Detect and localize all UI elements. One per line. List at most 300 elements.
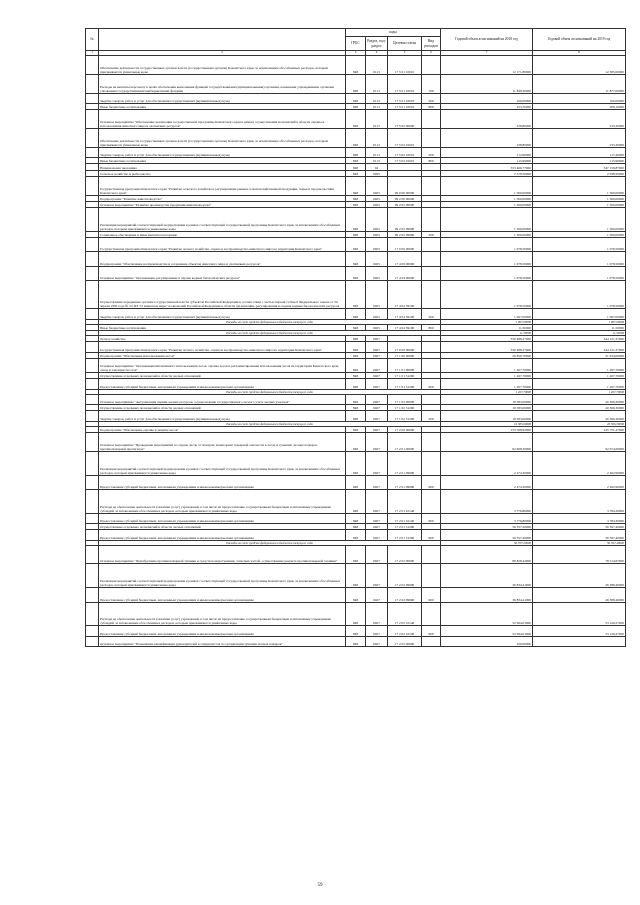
amount-2018: 19 583,00000 bbox=[441, 411, 533, 421]
table-row bbox=[86, 564, 626, 588]
item-name: Реализация мероприятий соответствующей подпрограммы в рамках соответствующей государственной программы Камчатского края, за исключением обособленных расходов, которым присваиваются уникальные коды bbox=[99, 564, 346, 588]
expense-type-header: Вид расходов bbox=[422, 37, 441, 51]
grbs-code: 848 bbox=[346, 201, 366, 207]
amount-2019: 233,30000 bbox=[533, 110, 626, 129]
amount-2018: 1 267,70000 bbox=[441, 379, 533, 389]
table-row bbox=[86, 411, 626, 421]
row-no-cell bbox=[86, 588, 99, 602]
grbs-code: 848 bbox=[346, 324, 366, 330]
table-row bbox=[86, 93, 626, 103]
section-code: 0407 bbox=[366, 545, 388, 564]
grbs-header: ГРБС bbox=[346, 37, 366, 51]
expense-type-code bbox=[422, 358, 441, 372]
section-code: 0113 bbox=[366, 110, 388, 129]
expense-type-code: 200 bbox=[422, 411, 441, 421]
federal-note-text: Расходы за счет средств федерального бюджета текущего года bbox=[99, 319, 441, 324]
amount-2018: 36 834,41000 bbox=[441, 588, 533, 602]
grbs-code: 848 bbox=[346, 358, 366, 372]
section-code: 0405 bbox=[366, 252, 388, 266]
target-article-code: 17 2 02 09990 bbox=[388, 564, 422, 588]
section-code: 0405 bbox=[366, 207, 388, 231]
amount-2018: 3 776,80000 bbox=[441, 513, 533, 523]
federal-amount-2019: 20 366,30000 bbox=[533, 421, 626, 426]
section-code: 0407 bbox=[366, 394, 388, 404]
expense-type-code: 200 bbox=[422, 309, 441, 319]
target-article-code: 17 5 02 10010 bbox=[388, 128, 422, 147]
grbs-code: 848 bbox=[346, 164, 366, 170]
grbs-code: 848 bbox=[346, 411, 366, 421]
amount-2019: 56 397,40000 bbox=[533, 530, 626, 540]
amount-2018: 228,80000 bbox=[441, 110, 533, 129]
expense-type-code bbox=[422, 545, 441, 564]
section-code: 0407 bbox=[366, 564, 388, 588]
amount-2019: 344 121,37000 bbox=[533, 336, 626, 342]
amount-2018: 350 488,27000 bbox=[441, 342, 533, 352]
amount-2018: 228,80000 bbox=[441, 128, 533, 147]
section-code: 0405 bbox=[366, 176, 388, 195]
section-code: 0407 bbox=[366, 336, 388, 342]
section-code: 0407 bbox=[366, 489, 388, 513]
year-2019-header: Годовой объем ассигнований на 2019 год bbox=[533, 29, 626, 51]
grbs-code: 848 bbox=[346, 426, 366, 432]
item-name: Расходы на обеспечение деятельности (оказание услуг) учреждений, в том числе на предоставление государственным бюджетным и автономным учреждениям субсидий, за исключением обособленных расходов, которым присваиваются уникальные коды bbox=[99, 602, 346, 626]
expense-type-code bbox=[422, 489, 441, 513]
section-code: 0407 bbox=[366, 451, 388, 475]
item-name: Осуществление отдельных полномочий в области лесных отношений bbox=[99, 405, 346, 411]
section-code: 0405 bbox=[366, 309, 388, 319]
amount-2019: 233,30000 bbox=[533, 128, 626, 147]
section-code: 0113 bbox=[366, 147, 388, 157]
expense-type-code: 600 bbox=[422, 588, 441, 602]
item-name: Основное мероприятие "Развитие производства продукции животноводства" bbox=[99, 201, 346, 207]
table-row bbox=[86, 451, 626, 475]
section-code: 04 bbox=[366, 164, 388, 170]
amount-2019: 3 784,30000 bbox=[533, 489, 626, 513]
expense-type-code bbox=[422, 56, 441, 75]
item-name: Закупка товаров, работ и услуг для обеспечения государственных (муниципальных) нужд bbox=[99, 147, 346, 157]
amount-2019: 62 674,60000 bbox=[533, 432, 626, 451]
item-name: Государственная программа Камчатского края "Развитие лесного хозяйства, охрана и воспроизводство животного мира на территории Камчатского края" bbox=[99, 342, 346, 352]
target-article-code: 17 0 00 00000 bbox=[388, 237, 422, 251]
expense-type-code bbox=[422, 266, 441, 280]
amount-2018: 100,00000 bbox=[441, 636, 533, 646]
section-code: 0405 bbox=[366, 266, 388, 280]
expense-type-code bbox=[422, 564, 441, 588]
amount-2019: 2 492,90000 bbox=[533, 451, 626, 475]
budget-document bbox=[85, 28, 625, 647]
expense-type-code bbox=[422, 602, 441, 626]
amount-2018: 1 078,50000 bbox=[441, 266, 533, 280]
amount-2018: 20 850,70000 bbox=[441, 352, 533, 358]
section-code: 0407 bbox=[366, 588, 388, 602]
amount-2019: 26 388,40000 bbox=[533, 588, 626, 602]
amount-2018: 1 067,00000 bbox=[441, 309, 533, 319]
section-code: 0407 bbox=[366, 602, 388, 626]
row-no-cell bbox=[86, 626, 99, 636]
target-article-code: 17 0 00 00000 bbox=[388, 342, 422, 352]
column-number: 2 bbox=[99, 51, 346, 56]
grbs-code: 848 bbox=[346, 530, 366, 540]
target-article-code: 17 2 01 10140 bbox=[388, 513, 422, 523]
grbs-code: 848 bbox=[346, 451, 366, 475]
expense-type-code bbox=[422, 110, 441, 129]
item-name: Расходы на обеспечение деятельности (оказание услуг) учреждений, в том числе на предоставление государственным бюджетным и автономным учреждениям субсидий, за исключением обособленных расходов, которым присваиваются уникальные коды bbox=[99, 489, 346, 513]
grbs-code: 848 bbox=[346, 336, 366, 342]
table-row bbox=[86, 530, 626, 540]
table-row bbox=[86, 358, 626, 372]
amount-2019: 1 560,00000 bbox=[533, 195, 626, 201]
section-code: 0407 bbox=[366, 426, 388, 432]
expense-type-code bbox=[422, 636, 441, 646]
amount-2018: 11,50000 bbox=[441, 324, 533, 330]
grbs-code: 848 bbox=[346, 237, 366, 251]
table-row bbox=[86, 252, 626, 266]
amount-2018: 89 828,42000 bbox=[441, 545, 533, 564]
grbs-code: 848 bbox=[346, 564, 366, 588]
section-code: 0407 bbox=[366, 513, 388, 523]
grbs-code: 848 bbox=[346, 405, 366, 411]
section-code: 0407 bbox=[366, 475, 388, 489]
item-name: Государственная программа Камчатского края "Развитие сельского хозяйства и регулирование рынков сельскохозяйственной продукции, сырья и продовольствия Камчатского края" bbox=[99, 176, 346, 195]
grbs-code: 848 bbox=[346, 170, 366, 176]
row-no-cell bbox=[86, 237, 99, 251]
amount-2018: 153 598,92000 bbox=[441, 426, 533, 432]
amount-2019: 2 638,50000 bbox=[533, 170, 626, 176]
section-code: 0405 bbox=[366, 195, 388, 201]
grbs-code: 848 bbox=[346, 176, 366, 195]
grbs-code: 848 bbox=[346, 281, 366, 309]
target-article-code: 09 2 00 00000 bbox=[388, 195, 422, 201]
amount-2018: 19 583,00000 bbox=[441, 405, 533, 411]
target-article-code: 17 5 01 10010 bbox=[388, 74, 422, 93]
target-article-code: 17 1 01 51290 bbox=[388, 379, 422, 389]
amount-2018: 2 474,30000 bbox=[441, 451, 533, 475]
section-code: 0407 bbox=[366, 626, 388, 636]
amount-2019: 1 078,50000 bbox=[533, 237, 626, 251]
expense-type-code bbox=[422, 451, 441, 475]
expense-type-code bbox=[422, 432, 441, 451]
grbs-code: 848 bbox=[346, 636, 366, 646]
target-article-code: 09 2 02 00000 bbox=[388, 201, 422, 207]
expense-type-code bbox=[422, 281, 441, 309]
table-row bbox=[86, 237, 626, 251]
expense-type-code: 300 bbox=[422, 231, 441, 237]
row-no-cell bbox=[86, 93, 99, 103]
section-code: 0113 bbox=[366, 93, 388, 103]
target-article-code: 17 2 01 51290 bbox=[388, 524, 422, 530]
row-no-cell bbox=[86, 545, 99, 564]
budget-table bbox=[85, 28, 626, 647]
row-no-cell bbox=[86, 489, 99, 513]
item-name: Предоставление субсидий бюджетным, автономным учреждениям и иным некоммерческим организациям bbox=[99, 530, 346, 540]
item-name: Национальная экономика bbox=[99, 164, 346, 170]
grbs-code: 848 bbox=[346, 432, 366, 451]
amount-2018: 1 267,70000 bbox=[441, 373, 533, 379]
amount-2018: 56 357,20000 bbox=[441, 530, 533, 540]
section-code: 0113 bbox=[366, 74, 388, 93]
item-name: Основное мероприятие "Обеспечение реализации государственной программы Камчатского края в рамках осуществления полномочий в области охраны и использования животного мира и охотничьих ресурсов" bbox=[99, 110, 346, 129]
grbs-code: 848 bbox=[346, 74, 366, 93]
amount-2019 bbox=[533, 636, 626, 646]
amount-2018: 115,90000 bbox=[441, 158, 533, 164]
expense-type-code: 200 bbox=[422, 93, 441, 103]
row-no-cell bbox=[86, 564, 99, 588]
grbs-code: 848 bbox=[346, 373, 366, 379]
amount-2019: 145 751,47000 bbox=[533, 426, 626, 432]
section-code: 0405 bbox=[366, 231, 388, 237]
amount-2019: 1 267,70000 bbox=[533, 373, 626, 379]
column-number: 5 bbox=[388, 51, 422, 56]
row-no-cell bbox=[86, 266, 99, 280]
section-code: 0407 bbox=[366, 352, 388, 358]
expense-type-code: 600 bbox=[422, 513, 441, 523]
item-name: Расходы на выплаты персоналу в целях обеспечения выполнения функций государственными (муниципальными) органами, казенными учреждениями, органами управления государственными внебюджетными фондами bbox=[99, 74, 346, 93]
expense-type-code bbox=[422, 207, 441, 231]
razdel-header: Раздел, под-раздел bbox=[366, 37, 388, 51]
row-no-cell bbox=[86, 475, 99, 489]
target-article-code: 17 2 02 00000 bbox=[388, 545, 422, 564]
item-name: Реализация мероприятий соответствующей подпрограммы в рамках соответствующей государственной программы Камчатского края, за исключением обособленных расходов, которым присваиваются уникальные коды bbox=[99, 207, 346, 231]
target-article-header: Целевая статья bbox=[388, 37, 422, 51]
grbs-code: 848 bbox=[346, 252, 366, 266]
target-article-code: 17 2 00 00000 bbox=[388, 426, 422, 432]
section-code: 0407 bbox=[366, 411, 388, 421]
row-no-cell bbox=[86, 602, 99, 626]
column-number: 1 bbox=[86, 51, 99, 56]
target-article-code: 17 2 01 51290 bbox=[388, 530, 422, 540]
row-no-cell bbox=[86, 342, 99, 352]
amount-2019: 79 514,67000 bbox=[533, 545, 626, 564]
target-article-code: 17 5 02 10010 bbox=[388, 147, 422, 157]
amount-2018: 1 500,00000 bbox=[441, 201, 533, 207]
amount-2018: 1 078,50000 bbox=[441, 281, 533, 309]
column-number: 3 bbox=[346, 51, 366, 56]
table-row bbox=[86, 110, 626, 129]
grbs-code: 848 bbox=[346, 394, 366, 404]
grbs-code: 848 bbox=[346, 626, 366, 636]
grbs-code: 848 bbox=[346, 147, 366, 157]
expense-type-code: 100 bbox=[422, 74, 441, 93]
row-no-cell bbox=[86, 281, 99, 309]
row-no-cell bbox=[86, 74, 99, 93]
federal-note-text: Расходы за счет средств федерального бюджета текущего года bbox=[99, 421, 441, 426]
table-row bbox=[86, 147, 626, 157]
target-article-code: 17 5 01 10010 bbox=[388, 56, 422, 75]
target-article-code: 17 4 04 59100 bbox=[388, 281, 422, 309]
col-name-header bbox=[99, 29, 346, 51]
expense-type-code: 600 bbox=[422, 379, 441, 389]
row-no-cell bbox=[86, 56, 99, 75]
item-name: Основное мероприятие "Приобретение противопожарной техники и средств пожаротушения, запасных частей, осуществление ремонта противопожарной техники" bbox=[99, 545, 346, 564]
grbs-code: 848 bbox=[346, 207, 366, 231]
item-name: Государственная программа Камчатского края "Развитие лесного хозяйства, охрана и воспроизводство животного мира на территории Камчатского края" bbox=[99, 237, 346, 251]
target-article-code: 09 2 02 09990 bbox=[388, 207, 422, 231]
amount-2019: 1 560,00000 bbox=[533, 176, 626, 195]
federal-amount-2018: 11,50000 bbox=[441, 331, 533, 336]
year-2018-header: Годовой объем ассигнований на 2018 год bbox=[441, 29, 533, 51]
federal-note-text: Расходы за счет средств федерального бюджета текущего года bbox=[99, 331, 441, 336]
grbs-code: 848 bbox=[346, 475, 366, 489]
amount-2019: 115,90000 bbox=[533, 158, 626, 164]
amount-2019: 2 492,90000 bbox=[533, 475, 626, 489]
item-name: Предоставление субсидий бюджетным, автономным учреждениям и иным некоммерческим организациям bbox=[99, 379, 346, 389]
table-row bbox=[86, 489, 626, 513]
row-no-cell bbox=[86, 309, 99, 319]
table-row bbox=[86, 56, 626, 75]
amount-2018: 12 171,80000 bbox=[441, 56, 533, 75]
expense-type-code: 600 bbox=[422, 530, 441, 540]
amount-2018: 52 994,01000 bbox=[441, 602, 533, 626]
item-name: Подпрограмма "Обеспечение воспроизводства и сохранение объектов животного мира и охотничьих ресурсов" bbox=[99, 252, 346, 266]
amount-2018: 1 500,00000 bbox=[441, 231, 533, 237]
section-code: 0407 bbox=[366, 524, 388, 530]
grbs-code: 848 bbox=[346, 195, 366, 201]
row-no-cell bbox=[86, 394, 99, 404]
item-name: Предоставление субсидий бюджетным, автономным учреждениям и иным некоммерческим организациям bbox=[99, 513, 346, 523]
row-no-cell bbox=[86, 451, 99, 475]
table-row bbox=[86, 379, 626, 389]
target-article-code: 17 2 01 10140 bbox=[388, 489, 422, 513]
section-code: 0407 bbox=[366, 636, 388, 646]
amount-2018: 1 500,00000 bbox=[441, 207, 533, 231]
amount-2019: 208,10000 bbox=[533, 103, 626, 109]
amount-2019: 3 784,30000 bbox=[533, 513, 626, 523]
section-code: 0405 bbox=[366, 237, 388, 251]
grbs-code: 848 bbox=[346, 266, 366, 280]
amount-2019: 1 560,00000 bbox=[533, 207, 626, 231]
table-row bbox=[86, 74, 626, 93]
amount-2019: 1 560,00000 bbox=[533, 201, 626, 207]
target-article-code: 17 2 01 09990 bbox=[388, 451, 422, 475]
section-code: 0405 bbox=[366, 324, 388, 330]
item-name: Обеспечение деятельности государственных органов власти (государственных органов) Камчатского края, за исключением обособленных расходов, которым присваиваются уникальные коды bbox=[99, 128, 346, 147]
page-number: 59 bbox=[317, 883, 323, 888]
row-no-cell bbox=[86, 636, 99, 646]
section-code: 0407 bbox=[366, 358, 388, 372]
federal-note-text: Расходы за счет средств федерального бюджета текущего года bbox=[99, 389, 441, 394]
federal-amount-2018: 1 267,70000 bbox=[441, 389, 533, 394]
amount-2018: 1 500,00000 bbox=[441, 195, 533, 201]
item-name: Предоставление субсидий бюджетным, автономным учреждениям и иным некоммерческим организациям bbox=[99, 588, 346, 602]
row-no-cell bbox=[86, 513, 99, 523]
section-code: 0405 bbox=[366, 201, 388, 207]
section-code: 0113 bbox=[366, 103, 388, 109]
item-name: Основное мероприятие "Организация, регулирование и охрана водных биологических ресурсов" bbox=[99, 266, 346, 280]
expense-type-code bbox=[422, 237, 441, 251]
row-no-cell bbox=[86, 530, 99, 540]
item-name: Лесное хозяйство bbox=[99, 336, 346, 342]
table-row bbox=[86, 342, 626, 352]
amount-2019: 1 267,70000 bbox=[533, 379, 626, 389]
expense-type-code: 600 bbox=[422, 626, 441, 636]
amount-2019: 344 121,37000 bbox=[533, 342, 626, 352]
amount-2018: 353 466,77000 bbox=[441, 164, 533, 170]
target-article-code: 17 4 04 59100 bbox=[388, 324, 422, 330]
federal-amount-2019: 1 267,70000 bbox=[533, 389, 626, 394]
expense-type-code: 800 bbox=[422, 103, 441, 109]
grbs-code: 848 bbox=[346, 588, 366, 602]
grbs-code: 848 bbox=[346, 93, 366, 103]
section-code: 0113 bbox=[366, 158, 388, 164]
amount-2018: 1 078,50000 bbox=[441, 252, 533, 266]
grbs-code: 848 bbox=[346, 513, 366, 523]
row-no-cell bbox=[86, 432, 99, 451]
amount-2019: 1 078,50000 bbox=[533, 266, 626, 280]
target-article-code: 17 2 02 10140 bbox=[388, 602, 422, 626]
grbs-code: 848 bbox=[346, 56, 366, 75]
target-article-code: 17 5 02 10010 bbox=[388, 158, 422, 164]
amount-2019: 1 067,00000 bbox=[533, 309, 626, 319]
target-article-code: 17 2 01 09990 bbox=[388, 475, 422, 489]
federal-amount-2019: 56 397,40000 bbox=[533, 540, 626, 545]
amount-2018: 19 583,00000 bbox=[441, 394, 533, 404]
table-row bbox=[86, 626, 626, 636]
target-article-code: 17 5 01 10010 bbox=[388, 103, 422, 109]
target-article-code: 17 1 00 00000 bbox=[388, 352, 422, 358]
grbs-code: 848 bbox=[346, 489, 366, 513]
row-no-cell bbox=[86, 128, 99, 147]
item-name: Реализация мероприятий соответствующей подпрограммы в рамках соответствующей государственной программы Камчатского края, за исключением обособленных расходов, которым присваиваются уникальные коды bbox=[99, 451, 346, 475]
target-article-code: 17 2 01 00000 bbox=[388, 432, 422, 451]
amount-2018: 11 848,30000 bbox=[441, 74, 533, 93]
row-no-cell bbox=[86, 379, 99, 389]
table-row bbox=[86, 513, 626, 523]
row-no-cell bbox=[86, 207, 99, 231]
amount-2019: 11,50000 bbox=[533, 324, 626, 330]
item-name: Закупка товаров, работ и услуг для обеспечения государственных (муниципальных) нужд bbox=[99, 309, 346, 319]
amount-2018: 62 608,30000 bbox=[441, 432, 533, 451]
expense-type-code: 600 bbox=[422, 475, 441, 489]
section-code: 0405 bbox=[366, 281, 388, 309]
target-article-code: 17 1 02 51290 bbox=[388, 411, 422, 421]
row-no-cell bbox=[86, 358, 99, 372]
grbs-code: 848 bbox=[346, 103, 366, 109]
amount-2018: 350 488,27000 bbox=[441, 336, 533, 342]
expense-type-code bbox=[422, 176, 441, 195]
item-name: Осуществление отдельных полномочий в области лесных отношений bbox=[99, 373, 346, 379]
target-article-code: 17 1 02 00000 bbox=[388, 394, 422, 404]
item-name: Обеспечение деятельности государственных органов власти (государственных органов) Камчатского края, за исключением обособленных расходов, которым присваиваются уникальные коды bbox=[99, 56, 346, 75]
amount-2019: 56 397,40000 bbox=[533, 524, 626, 530]
amount-2019: 1 267,70000 bbox=[533, 358, 626, 372]
item-name: Подпрограмма "Обеспечение использования лесов" bbox=[99, 352, 346, 358]
grbs-code: 848 bbox=[346, 352, 366, 358]
row-no-cell bbox=[86, 147, 99, 157]
amount-2018: 3 776,80000 bbox=[441, 489, 533, 513]
item-name: Иные бюджетные ассигнования bbox=[99, 158, 346, 164]
item-name: Иные бюджетные ассигнования bbox=[99, 324, 346, 330]
item-name: Осуществление отдельных полномочий в области лесных отношений bbox=[99, 524, 346, 530]
grbs-code: 848 bbox=[346, 342, 366, 352]
federal-note-text: Расходы за счет средств федерального бюджета текущего года bbox=[99, 540, 441, 545]
amount-2018: 1 500,00000 bbox=[441, 176, 533, 195]
table-row bbox=[86, 588, 626, 602]
amount-2019: 12 385,00000 bbox=[533, 56, 626, 75]
amount-2019: 20 366,30000 bbox=[533, 394, 626, 404]
section-code: 0113 bbox=[366, 56, 388, 75]
table-row bbox=[86, 636, 626, 646]
amount-2019: 1 078,50000 bbox=[533, 252, 626, 266]
amount-2019: 20 366,30000 bbox=[533, 411, 626, 421]
section-code: 0407 bbox=[366, 373, 388, 379]
grbs-code: 848 bbox=[346, 128, 366, 147]
amount-2019: 53 126,27000 bbox=[533, 626, 626, 636]
expense-type-code: 800 bbox=[422, 158, 441, 164]
item-name: Предоставление субсидий бюджетным, автономным учреждениям и иным некоммерческим организациям bbox=[99, 626, 346, 636]
amount-2019: 1 078,50000 bbox=[533, 281, 626, 309]
item-name: Иные бюджетные ассигнования bbox=[99, 103, 346, 109]
amount-2018: 52 994,01000 bbox=[441, 626, 533, 636]
